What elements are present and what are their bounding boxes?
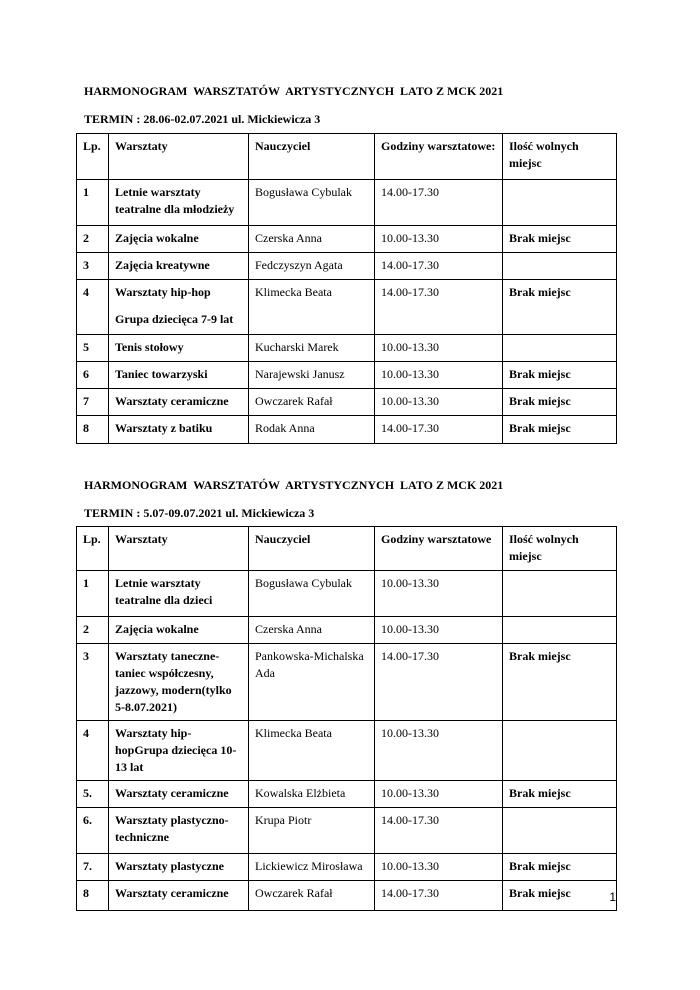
header-teacher: Nauczyciel xyxy=(249,527,375,571)
table-row xyxy=(77,644,617,721)
row-lp: 5 xyxy=(77,335,109,362)
schedule-table-1 xyxy=(76,133,617,444)
row-lp: 2 xyxy=(77,226,109,253)
row-workshop: Warsztaty ceramiczne xyxy=(109,881,249,911)
row-free-places xyxy=(503,808,617,854)
header-workshops: Warsztaty xyxy=(109,134,249,180)
row-workshop: Warsztaty z batiku xyxy=(109,416,249,444)
row-lp: 1 xyxy=(77,571,109,617)
section-2-term: TERMIN : 5.07-09.07.2021 ul. Mickiewicza 3 xyxy=(84,506,315,520)
row-lp: 4 xyxy=(77,721,109,781)
row-free-places xyxy=(503,617,617,644)
row-workshop-name: Warsztaty hip-hop xyxy=(115,285,211,299)
row-free-places: Brak miejsc xyxy=(503,226,617,253)
row-hours: 10.00-13.30 xyxy=(375,854,503,881)
row-free-places: Brak miejsc xyxy=(503,881,617,911)
row-hours: 10.00-13.30 xyxy=(375,721,503,781)
table-row xyxy=(77,617,617,644)
row-hours: 14.00-17.30 xyxy=(375,180,503,226)
row-hours: 10.00-13.30 xyxy=(375,335,503,362)
row-hours: 14.00-17.30 xyxy=(375,253,503,280)
row-workshop-group: Grupa dziecięca 7-9 lat xyxy=(115,312,234,326)
row-hours: 14.00-17.30 xyxy=(375,280,503,335)
row-hours: 14.00-17.30 xyxy=(375,416,503,444)
table-row xyxy=(77,280,617,335)
header-lp: Lp. xyxy=(77,134,109,180)
row-workshop: Taniec towarzyski xyxy=(109,362,249,389)
row-workshop: Warsztaty taneczne-taniec współczesny, jazzowy, modern(tylko 5-8.07.2021) xyxy=(109,644,249,721)
table-row xyxy=(77,362,617,389)
table-row xyxy=(77,416,617,444)
table-row xyxy=(77,781,617,808)
row-free-places xyxy=(503,721,617,781)
row-hours: 10.00-13.30 xyxy=(375,362,503,389)
row-lp: 7. xyxy=(77,854,109,881)
row-hours: 10.00-13.30 xyxy=(375,617,503,644)
row-teacher: Krupa Piotr xyxy=(249,808,375,854)
header-free-places: Ilość wolnych miejsc xyxy=(503,527,617,571)
header-hours: Godziny warsztatowe: xyxy=(375,134,503,180)
header-free-places: Ilość wolnych miejsc xyxy=(503,134,617,180)
row-teacher: Bogusława Cybulak xyxy=(249,180,375,226)
row-lp: 8 xyxy=(77,881,109,911)
row-workshop: Warsztaty ceramiczne xyxy=(109,389,249,416)
table-header-row xyxy=(77,134,617,180)
row-lp: 5. xyxy=(77,781,109,808)
row-hours: 14.00-17.30 xyxy=(375,644,503,721)
row-free-places: Brak miejsc xyxy=(503,362,617,389)
table-row xyxy=(77,180,617,226)
table-row xyxy=(77,808,617,854)
row-hours: 14.00-17.30 xyxy=(375,881,503,911)
row-teacher: Rodak Anna xyxy=(249,416,375,444)
table-row xyxy=(77,335,617,362)
row-free-places: Brak miejsc xyxy=(503,416,617,444)
row-teacher: Czerska Anna xyxy=(249,617,375,644)
header-hours: Godziny warsztatowe xyxy=(375,527,503,571)
row-teacher: Owczarek Rafał xyxy=(249,881,375,911)
row-free-places xyxy=(503,335,617,362)
row-lp: 1 xyxy=(77,180,109,226)
schedule-table-2 xyxy=(76,526,617,911)
section-1-title: HARMONOGRAM WARSZTATÓW ARTYSTYCZNYCH LATO Z MCK 2021 xyxy=(84,84,504,98)
row-lp: 6. xyxy=(77,808,109,854)
table-row xyxy=(77,389,617,416)
row-hours: 14.00-17.30 xyxy=(375,808,503,854)
row-workshop: Warsztaty ceramiczne xyxy=(109,781,249,808)
row-free-places: Brak miejsc xyxy=(503,389,617,416)
row-workshop: Tenis stołowy xyxy=(109,335,249,362)
row-workshop: Zajęcia kreatywne xyxy=(109,253,249,280)
row-lp: 2 xyxy=(77,617,109,644)
row-free-places xyxy=(503,253,617,280)
row-teacher: Klimecka Beata xyxy=(249,721,375,781)
row-hours: 10.00-13.30 xyxy=(375,571,503,617)
row-teacher: Pankowska-Michalska Ada xyxy=(249,644,375,721)
header-workshops: Warsztaty xyxy=(109,527,249,571)
row-teacher: Bogusława Cybulak xyxy=(249,571,375,617)
section-2-title: HARMONOGRAM WARSZTATÓW ARTYSTYCZNYCH LATO Z MCK 2021 xyxy=(84,478,504,492)
row-free-places xyxy=(503,571,617,617)
table-row xyxy=(77,226,617,253)
header-teacher: Nauczyciel xyxy=(249,134,375,180)
row-workshop: Letnie warsztaty teatralne dla młodzieży xyxy=(109,180,249,226)
row-lp: 8 xyxy=(77,416,109,444)
row-lp: 3 xyxy=(77,644,109,721)
row-teacher: Owczarek Rafał xyxy=(249,389,375,416)
table-row xyxy=(77,253,617,280)
row-teacher: Fedczyszyn Agata xyxy=(249,253,375,280)
row-workshop: Zajęcia wokalne xyxy=(109,617,249,644)
row-free-places: Brak miejsc xyxy=(503,644,617,721)
table-row xyxy=(77,571,617,617)
row-lp: 4 xyxy=(77,280,109,335)
row-teacher: Narajewski Janusz xyxy=(249,362,375,389)
table-header-row xyxy=(77,527,617,571)
row-teacher: Kowalska Elżbieta xyxy=(249,781,375,808)
row-free-places xyxy=(503,180,617,226)
row-teacher: Kucharski Marek xyxy=(249,335,375,362)
table-row xyxy=(77,721,617,781)
row-lp: 3 xyxy=(77,253,109,280)
table-row xyxy=(77,854,617,881)
row-teacher: Klimecka Beata xyxy=(249,280,375,335)
row-teacher: Czerska Anna xyxy=(249,226,375,253)
row-workshop: Warsztaty hip-hopGrupa dziecięca 10-13 lat xyxy=(109,721,249,781)
row-hours: 10.00-13.30 xyxy=(375,781,503,808)
row-free-places: Brak miejsc xyxy=(503,781,617,808)
table-row xyxy=(77,881,617,911)
header-lp: Lp. xyxy=(77,527,109,571)
row-hours: 10.00-13.30 xyxy=(375,226,503,253)
row-free-places: Brak miejsc xyxy=(503,854,617,881)
row-lp: 7 xyxy=(77,389,109,416)
row-workshop: Warsztaty plastyczno-techniczne xyxy=(109,808,249,854)
row-teacher: Lickiewicz Mirosława xyxy=(249,854,375,881)
page-number: 1 xyxy=(609,890,616,904)
row-workshop xyxy=(109,280,249,335)
section-1-term: TERMIN : 28.06-02.07.2021 ul. Mickiewicza 3 xyxy=(84,112,321,126)
row-lp: 6 xyxy=(77,362,109,389)
row-workshop: Warsztaty plastyczne xyxy=(109,854,249,881)
row-workshop: Letnie warsztaty teatralne dla dzieci xyxy=(109,571,249,617)
row-free-places: Brak miejsc xyxy=(503,280,617,335)
row-hours: 10.00-13.30 xyxy=(375,389,503,416)
row-workshop: Zajęcia wokalne xyxy=(109,226,249,253)
